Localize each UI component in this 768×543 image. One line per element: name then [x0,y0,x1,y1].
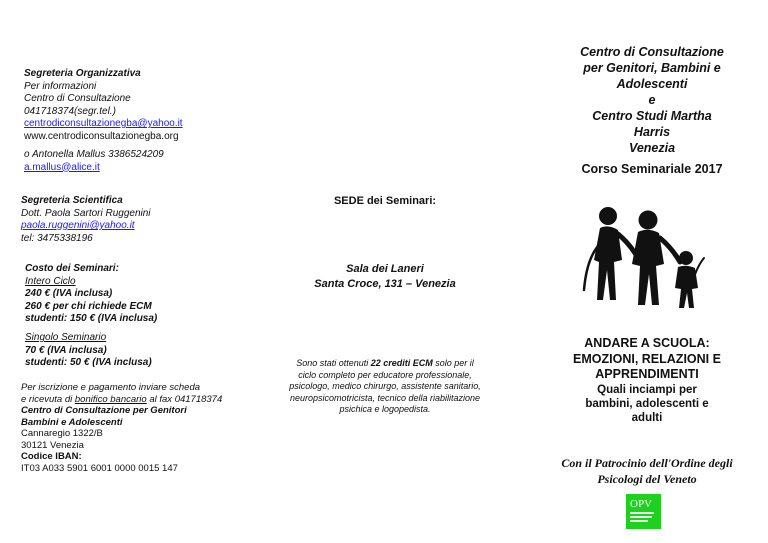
org-phone: 041718374(segr.tel.) [24,105,116,117]
address-2: 30121 Venezia [21,439,84,451]
single-price-1: 70 € (IVA inclusa) [25,344,107,356]
iban-value: IT03 A033 5901 6001 0000 0015 147 [21,462,178,474]
cycle-title: Intero Ciclo [25,275,76,287]
seminar-title [532,336,762,383]
header-line-1: Centro di Consultazione [580,45,724,59]
patronage-line-2: Psicologi del Veneto [597,472,697,486]
scientific-secretariat [21,195,231,245]
organizing-secretariat [24,68,234,143]
title-line-2: EMOZIONI, RELAZIONI E [573,351,721,366]
org-email-link[interactable]: centrodiconsultazionegba@yahoo.it [24,118,183,129]
ecm-line-2: ciclo completo per educatore professionale, [298,369,472,380]
subtitle-line-2: bambini, adolescenti e [585,398,709,410]
sci-tel: tel: 3475338196 [21,232,93,244]
organization-header [552,44,752,156]
reg-line-3: Centro di Consultazione per Genitori [21,405,187,416]
single-title: Singolo Seminario [25,332,107,343]
header-line-7: Venezia [628,141,676,155]
address-1: Cannaregio 1322/B [21,428,103,439]
cost-title: Costo dei Seminari: [25,263,119,274]
title-line-1: ANDARE A SCUOLA: [584,336,710,350]
venue [270,262,500,292]
single-price-2: studenti: 50 € (IVA inclusa) [25,357,152,368]
cycle-price-3: studenti: 150 € (IVA inclusa) [25,313,158,324]
subtitle-line-1: Quali inciampi per [597,384,697,396]
header-line-4: e [648,93,656,107]
reg-line-2: e ricevuta di bonifico bancario al fax 041718374 [21,393,223,405]
venue-address: Santa Croce, 131 – Venezia [314,278,456,290]
cycle-price-2: 260 € per chi richiede ECM [25,300,152,312]
single-seminar-section [25,332,235,370]
org-website[interactable]: www.centrodiconsultazionegba.org [24,130,179,142]
iban-label: Codice IBAN: [21,451,82,462]
cycle-price-1: 240 € (IVA inclusa) [25,288,113,299]
reg-line-4: Bambini e Adolescenti [21,416,123,428]
ecm-line-4: neuropsicomotricista, tecnico della riabilitazione [289,392,481,403]
sci-name: Dott. Paola Sartori Ruggenini [21,207,151,219]
sci-title: Segreteria Scientifica [21,195,123,206]
header-line-3: Adolescenti [616,77,688,91]
header-line-5: Centro Studi Martha [592,109,712,123]
org-title: Segreteria Organizzativa [24,68,141,79]
ecm-line-3: psicologo, medico chirurgo, assistente sanitario, [289,381,481,391]
seminar-subtitle [532,383,762,425]
alt-contact [24,149,234,174]
org-info: Per informazioni [24,80,97,92]
ecm-note [272,358,498,416]
course-title: Corso Seminariale 2017 [581,162,723,176]
sci-email-link[interactable]: paola.ruggenini@yahoo.it [21,220,135,231]
sede-title: SEDE dei Seminari: [333,195,437,207]
costs-section [25,263,235,326]
title-line-3: APPRENDIMENTI [595,367,699,381]
header-line-2: per Genitori, Bambini e [583,61,721,75]
opv-logo-text: OPV [630,498,653,510]
family-illustration [572,200,722,310]
ecm-line-5: psichica e logopedista. [339,404,431,414]
header-line-6: Harris [633,125,671,139]
patronage-line-1: Con il Patrocinio dell'Ordine degli [561,456,733,470]
venue-name: Sala dei Laneri [346,263,424,275]
registration-info [21,382,251,474]
subtitle-line-3: adulti [631,412,663,424]
alt-contact-name: o Antonella Mallus 3386524209 [24,149,164,160]
org-name: Centro di Consultazione [24,93,131,104]
opv-logo [626,494,661,529]
reg-line-1: Per iscrizione e pagamento inviare scheda [21,382,201,393]
patronage [532,455,762,487]
alt-email-link[interactable]: a.mallus@alice.it [24,161,100,173]
ecm-line-1: Sono stati ottenuti 22 crediti ECM solo per il [296,358,474,368]
